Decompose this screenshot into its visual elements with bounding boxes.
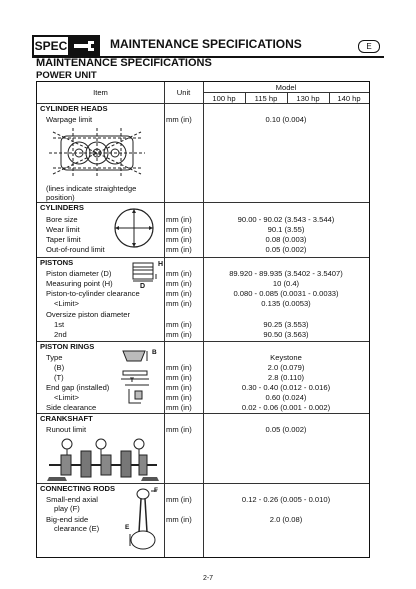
end-gap-label: End gap (installed) [46, 383, 110, 392]
oversize-1st-label: 1st [54, 320, 65, 329]
small-end-unit: mm (in) [166, 495, 192, 504]
ring-t-value: 2.8 (0.110) [267, 373, 305, 382]
ring-limit-unit: mm (in) [166, 393, 192, 402]
small-end-value: 0.12 - 0.26 (0.005 - 0.010) [241, 495, 331, 504]
bore-gauge-diagram [112, 206, 156, 250]
big-end-value: 2.0 (0.08) [269, 515, 303, 524]
taper-limit-unit: mm (in) [166, 235, 192, 244]
rod-e-label: E [125, 524, 130, 531]
header-unit: Unit [176, 88, 191, 97]
side-clearance-unit: mm (in) [166, 403, 192, 412]
measuring-point-label: Measuring point (H) [46, 279, 113, 288]
model-115hp: 115 hp [254, 94, 278, 103]
warpage-label: Warpage limit [46, 115, 93, 124]
wrench-icon [68, 35, 100, 57]
section-connecting-rods: CONNECTING RODS [40, 484, 116, 493]
section-crankshaft: CRANKSHAFT [40, 414, 93, 423]
runout-label: Runout limit [46, 425, 87, 434]
piston-clearance-label: Piston-to-cylinder clearance [46, 289, 140, 298]
column-divider [164, 82, 165, 557]
piston-d-label: D [140, 283, 146, 290]
oversize-label: Oversize piston diameter [46, 310, 130, 319]
section-piston-rings: PISTON RINGS [40, 342, 95, 351]
spec-table [36, 81, 370, 558]
model-130hp: 130 hp [296, 94, 320, 103]
wear-limit-label: Wear limit [46, 225, 80, 234]
straightedge-note-2: position) [46, 193, 75, 202]
piston-limit-label: <Limit> [54, 299, 79, 308]
end-gap-value: 0.30 - 0.40 (0.012 - 0.016) [241, 383, 331, 392]
piston-diameter-value: 89.920 - 89.935 (3.5402 - 3.5407) [229, 269, 343, 278]
runout-value: 0.05 (0.002) [265, 425, 307, 434]
header-title: MAINTENANCE SPECIFICATIONS [110, 37, 302, 51]
section-cylinders: CYLINDERS [40, 203, 84, 212]
ring-limit-label: <Limit> [54, 393, 79, 402]
page-header [32, 35, 384, 55]
page-title: MAINTENANCE SPECIFICATIONS [36, 57, 212, 69]
ring-t-diagram-label: T [130, 377, 134, 384]
language-badge: E [358, 40, 380, 53]
end-gap-unit: mm (in) [166, 383, 192, 392]
piston-limit-unit: mm (in) [166, 299, 192, 308]
warpage-value: 0.10 (0.004) [265, 115, 307, 124]
rod-f-label: F [154, 487, 158, 494]
bore-size-unit: mm (in) [166, 215, 192, 224]
piston-clearance-unit: mm (in) [166, 289, 192, 298]
ring-t-label: (T) [54, 373, 64, 382]
wear-limit-unit: mm (in) [166, 225, 192, 234]
oversize-1st-value: 90.25 (3.553) [263, 320, 309, 329]
side-clearance-value: 0.02 - 0.06 (0.001 - 0.002) [241, 403, 331, 412]
ring-b-unit: mm (in) [166, 363, 192, 372]
out-of-round-label: Out-of-round limit [46, 245, 105, 254]
model-100hp: 100 hp [212, 94, 236, 103]
ring-type-label: Type [46, 353, 63, 362]
big-end-label-2: clearance (E) [54, 524, 100, 533]
taper-limit-value: 0.08 (0.003) [265, 235, 307, 244]
row-divider [37, 257, 369, 258]
section-cylinder-heads: CYLINDER HEADS [40, 104, 108, 113]
oversize-2nd-unit: mm (in) [166, 330, 192, 339]
small-end-label: Small-end axial [46, 495, 98, 504]
big-end-label: Big-end side [46, 515, 89, 524]
section-pistons: PISTONS [40, 258, 74, 267]
model-140hp: 140 hp [337, 94, 361, 103]
out-of-round-value: 0.05 (0.002) [265, 245, 307, 254]
small-end-label-2: play (F) [54, 504, 80, 513]
piston-diameter-unit: mm (in) [166, 269, 192, 278]
page-subtitle: POWER UNIT [36, 70, 97, 81]
cylinder-head-diagram [47, 128, 147, 178]
oversize-2nd-value: 90.50 (3.563) [263, 330, 309, 339]
ring-type-value: Keystone [270, 353, 302, 362]
header-item: Item [93, 88, 108, 97]
connecting-rod-diagram [125, 486, 161, 552]
model-divider [203, 92, 369, 93]
page-number: 2-7 [202, 575, 214, 582]
piston-limit-value: 0.135 (0.0053) [261, 299, 311, 308]
side-clearance-label: Side clearance [46, 403, 97, 412]
warpage-unit: mm (in) [166, 115, 192, 124]
ring-limit-value: 0.60 (0.024) [265, 393, 307, 402]
piston-h-label: H [158, 261, 164, 268]
taper-limit-label: Taper limit [46, 235, 81, 244]
wear-limit-value: 90.1 (3.55) [267, 225, 305, 234]
straightedge-note: (lines indicate straightedge [46, 184, 137, 193]
crankshaft-diagram [47, 437, 159, 481]
row-divider [37, 202, 369, 203]
ring-t-unit: mm (in) [166, 373, 192, 382]
header-model: Model [275, 83, 297, 92]
ring-b-label: (B) [54, 363, 65, 372]
out-of-round-unit: mm (in) [166, 245, 192, 254]
bore-size-label: Bore size [46, 215, 78, 224]
ring-b-diagram-label: B [152, 349, 157, 356]
bore-size-value: 90.00 - 90.02 (3.543 - 3.544) [237, 215, 335, 224]
big-end-unit: mm (in) [166, 515, 192, 524]
measuring-point-value: 10 (0.4) [272, 279, 300, 288]
oversize-1st-unit: mm (in) [166, 320, 192, 329]
piston-diameter-label: Piston diameter (D) [46, 269, 112, 278]
spec-label: SPEC [32, 35, 70, 57]
runout-unit: mm (in) [166, 425, 192, 434]
oversize-2nd-label: 2nd [54, 330, 67, 339]
ring-b-value: 2.0 (0.079) [267, 363, 305, 372]
piston-clearance-value: 0.080 - 0.085 (0.0031 - 0.0033) [233, 289, 339, 298]
measuring-point-unit: mm (in) [166, 279, 192, 288]
